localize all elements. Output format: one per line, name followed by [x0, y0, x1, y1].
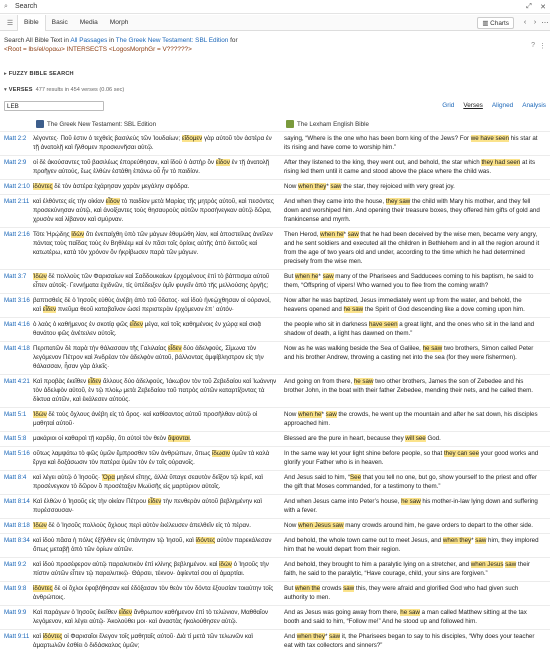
greek-verse-text [30, 497, 284, 515]
verse-text-segment: * [326, 183, 331, 190]
verse-text-segment: crowds [320, 585, 344, 592]
verse-reference-link[interactable]: Matt 4:21 [4, 378, 30, 385]
verse-text-segment: Now as he was walking beside the Sea of Galilee, [284, 345, 423, 352]
back-icon[interactable]: ‹ [523, 19, 527, 26]
english-verse-text [284, 608, 546, 626]
verse-reference-link[interactable]: Matt 4:18 [4, 345, 30, 352]
search-hit: will see [405, 435, 426, 442]
search-hit: saw [325, 411, 337, 418]
table-row[interactable] [0, 194, 550, 227]
greek-verse-text [30, 410, 284, 428]
tab-media[interactable]: Media [79, 18, 98, 26]
resource-link[interactable]: The Greek New Testament: SBL Edition [115, 37, 229, 44]
english-column-header[interactable]: The Lexham English Bible [286, 119, 369, 129]
table-row[interactable] [0, 407, 550, 431]
verse-text-segment: πνεῦμα θεοῦ καταβαῖνον ὡσεὶ περιστερὰν ἐρχόμενον ἐπ᾿ αὐτόν· [56, 306, 234, 313]
verse-text-segment: Now [284, 522, 299, 529]
verse-text-segment: And Jesus said to him, “ [284, 474, 351, 481]
table-row[interactable] [0, 227, 550, 269]
view-aligned[interactable]: Aligned [491, 102, 514, 109]
verse-text-segment: καὶ ἐλθόντες εἰς τὴν οἰκίαν [33, 198, 106, 205]
verse-reference-link[interactable]: Matt 9:9 [4, 609, 27, 616]
verse-text-segment: * [471, 537, 476, 544]
english-verse-text [284, 320, 546, 338]
results-count: 477 results in 454 verses (0.06 sec) [35, 87, 125, 93]
table-row[interactable] [0, 557, 550, 581]
verse-text-segment: τὸ παιδίον μετὰ Μαρίας τῆς μητρὸς αὐτοῦ, καὶ πεσόντες προσεκύνησαν αὐτῷ, καὶ ἀνοίξαντες τοὺς θησαυροὺς αὐτῶν προσήνεγκαν αὐτῷ δῶρα, χρυσὸν καὶ λίβανον καὶ σμύρναν. [33, 198, 274, 223]
search-hit: See [350, 474, 362, 481]
verse-reference-link[interactable]: Matt 9:2 [4, 561, 27, 568]
search-hit: when Jesus saw [298, 522, 344, 529]
verse-text-segment: his star at its rising and have come to worship him.” [284, 135, 538, 151]
table-row[interactable] [0, 629, 550, 653]
search-hit: saw [322, 273, 334, 280]
verse-text-segment: μέγα, καὶ τοῖς καθημένοις ἐν χώρᾳ καὶ σκιᾷ θανάτου φῶς ἀνέτειλεν αὐτοῖς. [33, 321, 261, 337]
search-hit: Ὅρα [101, 474, 115, 481]
close-icon[interactable]: ✕ [540, 3, 546, 11]
search-hit: saw [330, 183, 342, 190]
verse-text-segment: this, they were afraid and glorified God who had given such authority to men. [284, 585, 519, 601]
verse-text-segment: the star, they rejoiced with very great joy. [341, 183, 455, 190]
verse-text-segment: And as Jesus was going away from there, [284, 609, 401, 616]
verse-text-segment: ἐν τῇ ἀνατολῇ προῆγεν αὐτούς, ἕως ἐλθὼν ἐστάθη ἐπάνω οὗ ἦν τὸ παιδίον. [33, 159, 270, 175]
search-hit: saw [343, 585, 355, 592]
verse-text-segment: Then Herod, [284, 231, 321, 238]
greek-verse-text [30, 158, 284, 176]
verse-text-segment: the child with Mary his mother, and they fell down and worshiped him. And opening their treasure boxes, they offered him gifts of gold and frankincense and myrrh. [284, 198, 540, 223]
table-row[interactable] [0, 179, 550, 194]
english-verse-text [284, 230, 546, 266]
verse-text-segment: Καὶ ἐλθὼν ὁ Ἰησοῦς εἰς τὴν οἰκίαν Πέτρου [33, 498, 148, 505]
greek-verse-text [30, 536, 284, 554]
verse-reference-link[interactable]: Matt 9:8 [4, 585, 27, 592]
greek-verse-text [30, 272, 284, 290]
english-verse-text [284, 377, 546, 404]
search-query-line: Search All Bible Text in All Passages in The Greek New Testament: SBL Edition for <Root = lbs/el/οραω> INTERSECTS <LogosMorphGr = V??????> [4, 37, 544, 53]
verse-text-segment: τὴν πενθερὰν αὐτοῦ βεβλημένην καὶ πυρέσσουσαν· [33, 498, 262, 514]
search-hit: εἴδομεν [181, 135, 203, 142]
verse-text-segment: And when Jesus came into Peter’s house, [284, 498, 402, 505]
verse-text-segment: many crowds around him, he gave orders to depart to the other side. [343, 522, 534, 529]
greek-verse-text [30, 344, 284, 371]
window-title: Search [15, 3, 38, 10]
verse-text-segment: your good works and glorify your Father who is in heaven. [284, 450, 539, 466]
english-verse-text [284, 449, 546, 467]
search-hit: he saw [400, 609, 420, 616]
table-row[interactable] [0, 341, 550, 374]
verse-reference-link[interactable]: Matt 5:16 [4, 450, 30, 457]
verse-text-segment: μακάριοι οἱ καθαροὶ τῇ καρδίᾳ, ὅτι αὐτοὶ τὸν θεὸν [33, 435, 168, 442]
verse-text-segment: * [343, 231, 348, 238]
verse-text-segment: In the same way let your light shine before people, so that [284, 450, 444, 457]
greek-verse-text [30, 584, 284, 602]
verse-text-segment: ὅτι ἐνεπαίχθη ὑπὸ τῶν μάγων ἐθυμώθη λίαν, καὶ ἀποστείλας ἀνεῖλεν πάντας τοὺς παῖδας τοὺς ἐν Βηθλέεμ καὶ ἐν πᾶσι τοῖς ὁρίοις αὐτῆς ἀπὸ διετοῦς καὶ κατωτέρω, κατὰ τὸν χρόνον ὃν ἠκρίβωσεν παρὰ τῶν μάγων. [33, 231, 273, 256]
search-hit: he saw [343, 306, 364, 313]
english-verse-text [284, 473, 546, 491]
table-row[interactable] [0, 431, 550, 446]
verse-reference-link[interactable]: Matt 3:16 [4, 297, 30, 304]
tab-morph[interactable]: Morph [109, 18, 129, 26]
table-row[interactable] [0, 470, 550, 494]
verses-header[interactable]: ▾ VERSES 477 results in 454 verses (0.06 sec) [4, 87, 125, 93]
table-row[interactable] [0, 533, 550, 557]
verse-text-segment: a great light, and the ones who sit in the land and shadow of death, a light has dawned on them.” [284, 321, 535, 337]
verse-text-segment: Περιπατῶν δὲ παρὰ τὴν θάλασσαν τῆς Γαλιλαίας [33, 345, 169, 352]
search-hit: he saw [353, 378, 374, 385]
menu-icon[interactable]: ☰ [6, 19, 14, 27]
verse-text-segment: δύο ἀδελφούς, Σίμωνα τὸν λεγόμενον Πέτρον καὶ Ἀνδρέαν τὸν ἀδελφὸν αὐτοῦ, βάλλοντας ἀμφίβληστρον εἰς τὴν θάλασσαν, ἦσαν γὰρ ἁλιεῖς· [33, 345, 264, 370]
verse-text-segment: Blessed are the pure in heart, because they [284, 435, 406, 442]
english-verse-text [284, 536, 546, 554]
verse-text-segment: their faith, he said to the paralytic, “Have courage, child, your sins are forgiven.” [284, 561, 530, 577]
verse-text-segment: καὶ ἰδοὺ πᾶσα ἡ πόλις ἐξῆλθεν εἰς ὑπάντησιν τῷ Ἰησοῦ, καὶ [33, 537, 196, 544]
greek-verse-text [30, 473, 284, 491]
english-verse-text [284, 296, 546, 314]
forward-icon[interactable]: › [533, 19, 537, 26]
english-verse-text [284, 134, 546, 152]
english-verse-text [284, 197, 546, 224]
english-verse-text [284, 521, 546, 530]
verse-text-segment: * [324, 633, 330, 640]
greek-column-header[interactable]: The Greek New Testament: SBL Edition [36, 119, 156, 129]
greek-verse-text [30, 134, 284, 152]
verse-text-segment: βαπτισθεὶς δὲ ὁ Ἰησοῦς εὐθὺς ἀνέβη ἀπὸ τοῦ ὕδατος· καὶ ἰδοὺ ἠνεῴχθησαν οἱ οὐρανοί, καὶ [33, 297, 271, 313]
verse-text-segment: Now after he was baptized, Jesus immediately went up from the water, and behold, the heavens opened and [284, 297, 522, 313]
book-icon [36, 120, 44, 128]
greek-verse-text [30, 449, 284, 467]
verse-reference-link[interactable]: Matt 2:9 [4, 159, 27, 166]
tab-basic[interactable]: Basic [51, 18, 68, 26]
verse-text-segment: the Spirit of God descending like a dove coming upon him. [363, 306, 525, 313]
search-panel-icon: ⌕ [4, 2, 8, 10]
verse-reference-link[interactable]: Matt 2:10 [4, 183, 30, 190]
verse-text-segment: it, the Pharisees began to say to his disciples, “Why does your teacher eat with tax collectors and sinners?” [284, 633, 535, 649]
fuzzy-search-header[interactable]: ▸ FUZZY BIBLE SEARCH [4, 71, 74, 77]
resource-filter-input[interactable] [4, 101, 104, 111]
more-icon[interactable]: ⋮ [539, 43, 546, 50]
search-hit: have seen [368, 321, 398, 328]
verse-text-segment: And going on from there, [284, 378, 354, 385]
search-hit: ἰδόντες [33, 585, 53, 592]
chart-icon: ▥ [482, 19, 491, 27]
verse-text-segment: ὑμῶν τὰ καλὰ ἔργα καὶ δοξάσωσιν τὸν πατέρα ὑμῶν τὸν ἐν τοῖς οὐρανοῖς. [33, 450, 270, 466]
search-hit: εἶδεν [118, 609, 133, 616]
search-hit: when the [295, 585, 321, 592]
verse-text-segment: ὁ Ἰησοῦς τὴν πίστιν αὐτῶν εἶπεν τῷ παραλυτικῷ· Θάρσει, τέκνον· ἀφίενταί σου αἱ ἁμαρτίαι. [33, 561, 269, 577]
english-verse-text [284, 560, 546, 578]
verse-text-segment: two other brothers, James the son of Zebedee and his brother John, in the boat with their father Zebedee, mending their nets, and he called them. [284, 378, 534, 394]
search-hit: Ἰδὼν [33, 522, 47, 529]
english-verse-text [284, 497, 546, 515]
verse-reference-link[interactable]: Matt 2:2 [4, 135, 27, 142]
query-actions [531, 42, 546, 50]
verse-text-segment: After they listened to the king, they went out, and behold, the star which [284, 159, 482, 166]
table-row[interactable] [0, 374, 550, 407]
search-hit: when they [442, 537, 472, 544]
verse-text-segment: Τότε Ἡρῴδης [33, 231, 72, 238]
verse-text-segment: that he had been deceived by the wise men, became very angry, and he sent soldiers and executed all the children in Bethlehem and in all the region around it from the age of two years old and under, according to the time which he had determined precisely from the wise men. [284, 231, 540, 265]
table-row[interactable] [0, 518, 550, 533]
verse-text-segment: λέγοντες· Ποῦ ἐστιν ὁ τεχθεὶς βασιλεὺς τῶν Ἰουδαίων; [33, 135, 182, 142]
book-icon [286, 120, 294, 128]
verse-text-segment: Now [284, 183, 299, 190]
verse-reference-link[interactable]: Matt 4:16 [4, 321, 30, 328]
search-hit: when Jesus [470, 561, 504, 568]
search-hit: saw [475, 537, 487, 544]
verse-text-segment: But [284, 273, 296, 280]
verse-reference-link[interactable]: Matt 8:34 [4, 537, 30, 544]
table-row[interactable] [0, 317, 550, 341]
verse-text-segment: And when they came into the house, [284, 198, 386, 205]
verse-text-segment: him, they implored him that he would depart from their region. [284, 537, 539, 553]
chevron-down-icon: ▾ [4, 87, 9, 93]
help-icon[interactable]: ? [531, 42, 535, 49]
search-hit: ἴδωσιν [212, 450, 230, 457]
verse-text-segment: δὲ οἱ ὄχλοι ἐφοβήθησαν καὶ ἐδόξασαν τὸν θεὸν τὸν δόντα ἐξουσίαν τοιαύτην τοῖς ἀνθρώποις. [33, 585, 274, 601]
view-switcher [442, 102, 546, 109]
search-hit: they can see [443, 450, 480, 457]
table-row[interactable] [0, 605, 550, 629]
table-row[interactable] [0, 131, 550, 155]
verse-text-segment: his mother-in-law lying down and suffering with a fever. [284, 498, 538, 514]
tab-bar [0, 15, 550, 31]
verse-text-segment: * [318, 273, 323, 280]
search-hit: εἶδεν [147, 498, 162, 505]
view-grid[interactable]: Grid [442, 102, 455, 109]
verse-text-segment: δὲ ὁ Ἰησοῦς πολλοὺς ὄχλους περὶ αὐτὸν ἐκέλευσεν ἀπελθεῖν εἰς τὸ πέραν. [46, 522, 251, 529]
verse-text-segment: μηδενὶ εἴπῃς, ἀλλὰ ὕπαγε σεαυτὸν δεῖξον τῷ ἱερεῖ, καὶ προσένεγκον τὸ δῶρον ὃ προσέταξεν Μωϋσῆς εἰς μαρτύριον αὐτοῖς. [33, 474, 263, 490]
english-verse-text [284, 584, 546, 602]
greek-verse-text [30, 608, 284, 626]
search-hit: saw [329, 633, 341, 640]
verse-reference-link[interactable]: Matt 2:16 [4, 231, 30, 238]
verse-text-segment: Καὶ παράγων ὁ Ἰησοῦς ἐκεῖθεν [33, 609, 119, 616]
verse-reference-link[interactable]: Matt 8:18 [4, 522, 30, 529]
search-hit: Ἰδὼν [33, 411, 47, 418]
verse-text-segment: But [284, 585, 296, 592]
english-verse-text [284, 158, 546, 176]
verse-text-segment: γὰρ αὐτοῦ τὸν ἀστέρα ἐν τῇ ἀνατολῇ καὶ ἤλθομεν προσκυνῆσαι αὐτῷ. [33, 135, 272, 151]
verse-text-segment: the crowds, he went up the mountain and after he sat down, his disciples approached him. [284, 411, 538, 427]
verse-text-segment: αὐτὸν παρεκάλεσαν ὅπως μεταβῇ ἀπὸ τῶν ὁρίων αὐτῶν. [33, 537, 272, 553]
english-verse-text [284, 344, 546, 371]
search-hit: they had seen [481, 159, 521, 166]
verse-reference-link[interactable]: Matt 8:4 [4, 474, 27, 481]
charts-button[interactable]: ▥ Charts [477, 17, 514, 29]
greek-verse-text [30, 632, 284, 650]
search-hit: we have seen [470, 135, 509, 142]
view-verses[interactable]: Verses [463, 102, 483, 109]
table-row[interactable] [0, 446, 550, 470]
greek-verse-text [30, 197, 284, 224]
verse-text-segment: οὕτως λαμψάτω τὸ φῶς ὑμῶν ἔμπροσθεν τῶν ἀνθρώπων, ὅπως [33, 450, 213, 457]
search-hit: εἶδεν [87, 378, 102, 385]
search-hit: εἶδον [105, 198, 120, 205]
verse-text-segment: δὲ τὸν ἀστέρα ἐχάρησαν χαρὰν μεγάλην σφόδρα. [52, 183, 190, 190]
verse-text-segment: . [189, 435, 192, 442]
search-hit: when he [320, 231, 344, 238]
search-hit: when he [295, 273, 319, 280]
search-hit: ὄψονται [167, 435, 190, 442]
verse-text-segment: ὁ λαὸς ὁ καθήμενος ἐν σκοτίᾳ φῶς [33, 321, 130, 328]
verse-reference-link[interactable]: Matt 8:14 [4, 498, 30, 505]
search-hit: he saw [401, 498, 421, 505]
results-list [0, 131, 550, 653]
verse-reference-link[interactable]: Matt 2:11 [4, 198, 30, 205]
passages-link[interactable]: All Passages [70, 37, 108, 44]
verse-text-segment: saying, “Where is the one who has been born king of the Jews? For [284, 135, 471, 142]
greek-verse-text [30, 182, 284, 191]
verse-text-segment: And behold, they brought to him a paralytic lying on a stretcher, and [284, 561, 471, 568]
search-hit: ἰδόντες [195, 537, 216, 544]
verse-text-segment: οἱ δὲ ἀκούσαντες τοῦ βασιλέως ἐπορεύθησαν, καὶ ἰδοὺ ὁ ἀστὴρ ὃν [33, 159, 216, 166]
search-hit: when he [298, 411, 322, 418]
title-bar [0, 0, 550, 14]
verse-text-segment: many of the Pharisees and Sadducees coming to his baptism, he said to them, “Offspring of vipers! Who warned you to flee from the coming wrath? [284, 273, 534, 289]
search-hit: ἰδὼν [219, 561, 232, 568]
verse-text-segment: And [284, 633, 297, 640]
english-verse-text [284, 272, 546, 290]
verse-text-segment: δὲ τοὺς ὄχλους ἀνέβη εἰς τὸ ὄρος· καὶ καθίσαντος αὐτοῦ προσῆλθαν αὐτῷ οἱ μαθηταὶ αὐτοῦ· [33, 411, 258, 427]
greek-verse-text [30, 560, 284, 578]
greek-verse-text [30, 434, 284, 443]
greek-verse-text [30, 230, 284, 266]
verse-text-segment: God. [425, 435, 441, 442]
search-hit: εἶδεν [42, 306, 57, 313]
greek-verse-text [30, 521, 284, 530]
search-hit: he saw [422, 345, 443, 352]
options-icon[interactable]: ⋯ [541, 19, 549, 27]
verse-text-segment: two brothers, Simon called Peter and his brother Andrew, throwing a casting net into the sea (for they were fishermen). [284, 345, 534, 361]
greek-verse-text [30, 296, 284, 314]
search-hit: ἰδόντες [33, 183, 53, 190]
verse-text-segment: δὲ πολλοὺς τῶν Φαρισαίων καὶ Σαδδουκαίων ἐρχομένους ἐπὶ τὸ βάπτισμα αὐτοῦ εἶπεν αὐτοῖς· Γεννήματα ἐχιδνῶν, τίς ὑπέδειξεν ὑμῖν φυγεῖν ἀπὸ τῆς μελλούσης ὀργῆς; [33, 273, 270, 289]
verse-reference-link[interactable]: Matt 5:8 [4, 435, 27, 442]
verse-text-segment: And behold, the whole town came out to meet Jesus, and [284, 537, 443, 544]
search-hit: saw [505, 561, 517, 568]
verse-reference-link[interactable]: Matt 9:11 [4, 633, 30, 640]
verse-text-segment: ἄνθρωπον καθήμενον ἐπὶ τὸ τελώνιον, Μαθθαῖον λεγόμενον, καὶ λέγει αὐτῷ· Ἀκολούθει μοι· καὶ ἀναστὰς ἠκολούθησεν αὐτῷ. [33, 609, 269, 625]
tab-bible[interactable]: Bible [17, 15, 46, 31]
search-hit: saw [347, 231, 359, 238]
english-verse-text [284, 632, 546, 650]
table-row[interactable] [0, 269, 550, 293]
search-hit: when they [296, 633, 325, 640]
table-row[interactable] [0, 581, 550, 605]
view-analysis[interactable]: Analysis [522, 102, 546, 109]
verse-reference-link[interactable]: Matt 5:1 [4, 411, 27, 418]
table-row[interactable] [0, 494, 550, 518]
english-verse-text [284, 182, 546, 191]
verse-text-segment: Now [284, 411, 299, 418]
search-hit: they saw [385, 198, 411, 205]
verse-text-segment: καὶ ἰδοὺ προσέφερον αὐτῷ παραλυτικὸν ἐπὶ κλίνης βεβλημένον. καὶ [33, 561, 220, 568]
greek-verse-text [30, 377, 284, 404]
verse-text-segment: the people who sit in darkness [284, 321, 369, 328]
search-hit: Ἰδὼν [33, 273, 47, 280]
search-hit: ἰδὼν [71, 231, 85, 238]
verse-text-segment: καὶ λέγει αὐτῷ ὁ Ἰησοῦς· [33, 474, 102, 481]
english-verse-text [284, 410, 546, 428]
verse-text-segment: οἱ Φαρισαῖοι ἔλεγον τοῖς μαθηταῖς αὐτοῦ· Διὰ τί μετὰ τῶν τελωνῶν καὶ ἁμαρτωλῶν ἐσθίει ὁ διδάσκαλος ὑμῶν; [33, 633, 253, 649]
greek-verse-text [30, 320, 284, 338]
expand-icon[interactable]: ⤢ [526, 2, 532, 10]
search-hit: when they [298, 183, 327, 190]
verse-text-segment: at its rising led them until it came and stood above the place where the child was. [284, 159, 536, 175]
chevron-right-icon: ▸ [4, 71, 9, 77]
table-row[interactable] [0, 293, 550, 317]
search-hit: ἰδόντες [42, 633, 63, 640]
verse-text-segment: that you tell no one, but go, show yourself to the priest and offer the gift that Moses commanded, for a testimony to them.” [284, 474, 538, 490]
verse-text-segment: * [321, 411, 326, 418]
verse-text-segment: καὶ [33, 633, 43, 640]
verse-text-segment: ἄλλους δύο ἀδελφούς, Ἰάκωβον τὸν τοῦ Ζεβεδαίου καὶ Ἰωάννην τὸν ἀδελφὸν αὐτοῦ, ἐν τῷ πλοίῳ μετὰ Ζεβεδαίου τοῦ πατρὸς αὐτῶν καταρτίζοντας τὰ δίκτυα αὐτῶν, καὶ ἐκάλεσεν αὐτούς. [33, 378, 277, 403]
search-expression[interactable]: <Root = lbs/el/οραω> INTERSECTS <LogosMorphGr = V??????> [4, 46, 192, 53]
verse-reference-link[interactable]: Matt 3:7 [4, 273, 27, 280]
search-hit: εἶδεν [168, 345, 182, 352]
search-hit: εἶδεν [129, 321, 143, 328]
verse-text-segment: Καὶ προβὰς ἐκεῖθεν [33, 378, 88, 385]
search-hit: εἶδον [215, 159, 230, 166]
verse-text-segment: a man called Matthew sitting at the tax booth and said to him, “Follow me!” And he stood up and followed him. [284, 609, 527, 625]
table-row[interactable] [0, 155, 550, 179]
english-verse-text [284, 434, 546, 443]
